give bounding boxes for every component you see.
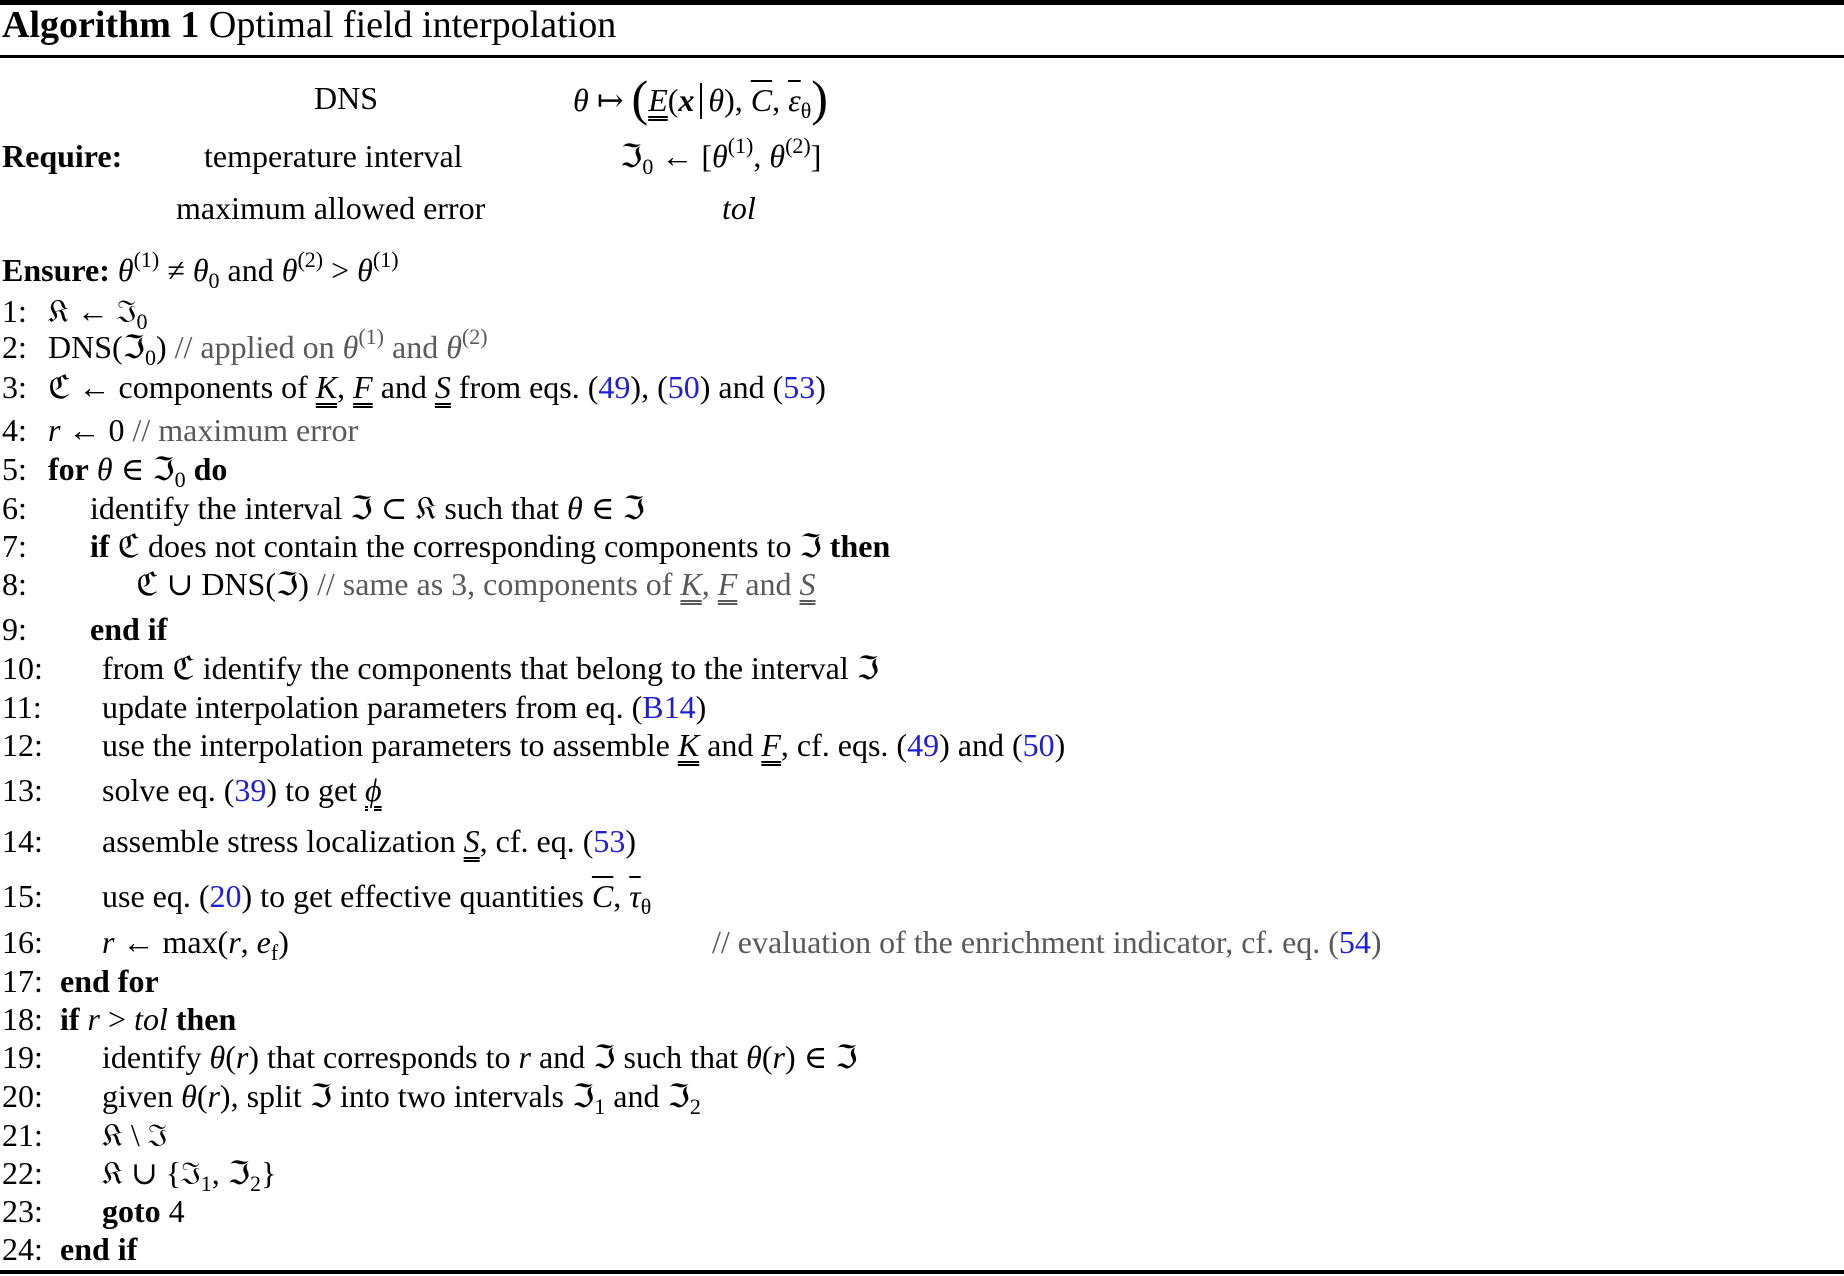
line-number-19: 19: <box>2 1039 43 1075</box>
line-number-6: 6: <box>2 490 27 526</box>
line-11: update interpolation parameters from eq. (B14) <box>102 689 707 725</box>
line-4: r ← 0 // maximum error <box>48 412 359 448</box>
eq-49-link-2[interactable]: 49 <box>907 727 940 763</box>
line-16: r ← max(r, $e_f$) <box>102 924 289 965</box>
eq-39-link[interactable]: 39 <box>234 772 267 808</box>
line-number-1: 1: <box>2 293 27 329</box>
line-number-7: 7: <box>2 528 27 564</box>
dns-mapping: θ ↦ (E(x θ), $\overline{C}$, $\overline{\varepsilon}_\theta$) <box>573 70 828 126</box>
eq-b14-link[interactable]: B14 <box>642 689 696 725</box>
line-number-5: 5: <box>2 451 27 487</box>
line-number-16: 16: <box>2 924 43 960</box>
line-16-comment: // evaluation of the enrichment indicator, cf. eq. (54) <box>712 924 1382 960</box>
eq-53-link[interactable]: 53 <box>783 369 816 405</box>
line-20: given θ(r), split ℑ into two intervals ℑ$_1$ and ℑ$_2$ <box>102 1078 701 1119</box>
line-2: DNS(ℑ$_0$) // applied on $\theta^{(1)}$ and $\theta^{(2)}$ <box>48 324 488 370</box>
eq-20-link[interactable]: 20 <box>209 878 242 914</box>
line-number-18: 18: <box>2 1001 43 1037</box>
line-number-23: 23: <box>2 1193 43 1229</box>
line-number-9: 9: <box>2 611 27 647</box>
line-1: 𝔎 ← ℑ$_0$ <box>48 293 148 334</box>
line-17: end for <box>60 963 159 999</box>
line-22: 𝔎 ∪ {ℑ$_1$, ℑ$_2$} <box>102 1155 277 1196</box>
error-label: maximum allowed error <box>176 190 486 226</box>
line-number-20: 20: <box>2 1078 43 1114</box>
line-number-14: 14: <box>2 823 43 859</box>
line-number-21: 21: <box>2 1117 43 1153</box>
line-5: for θ ∈ ℑ$_0$ do <box>48 451 228 492</box>
line-number-4: 4: <box>2 412 27 448</box>
line-24: end if <box>60 1231 138 1267</box>
line-8: ℭ ∪ DNS(ℑ) // same as 3, components of K, F and S <box>136 566 816 602</box>
line-23: goto 4 <box>102 1193 185 1229</box>
line-15: use eq. (20) to get effective quantities $\overline{C}$, $\overline{\tau}_\theta$ <box>102 878 652 919</box>
error-expr: tol <box>722 190 756 226</box>
line-7: if ℭ does not contain the corresponding components to ℑ then <box>90 528 891 564</box>
eq-53-link-2[interactable]: 53 <box>593 823 626 859</box>
eq-49-link[interactable]: 49 <box>598 369 631 405</box>
line-number-8: 8: <box>2 566 27 602</box>
algorithm-name: Optimal field interpolation <box>208 4 617 46</box>
line-number-2: 2: <box>2 329 27 365</box>
header-rule <box>0 55 1844 58</box>
eq-50-link-2[interactable]: 50 <box>1022 727 1055 763</box>
eq-50-link[interactable]: 50 <box>667 369 700 405</box>
bottom-rule <box>0 1270 1844 1274</box>
line-number-17: 17: <box>2 963 43 999</box>
line-6: identify the interval ℑ ⊂ 𝔎 such that θ ∈ ℑ <box>90 490 645 526</box>
line-number-15: 15: <box>2 878 43 914</box>
line-10: from ℭ identify the components that belong to the interval ℑ <box>102 650 880 686</box>
line-13: solve eq. (39) to get ϕ <box>102 772 382 808</box>
line-number-11: 11: <box>2 689 42 725</box>
line-14: assemble stress localization S, cf. eq. (53) <box>102 823 637 859</box>
temperature-label: temperature interval <box>204 138 463 174</box>
require-label: Require: <box>2 138 123 174</box>
line-number-12: 12: <box>2 727 43 763</box>
temperature-expr: ℑ$_0$ ← [$\theta^{(1)}$, $\theta^{(2)}$] <box>620 133 822 179</box>
algorithm-title <box>2 3 616 47</box>
algorithm-label: Algorithm 1 <box>2 4 200 46</box>
line-12: use the interpolation parameters to assemble K and F, cf. eqs. (49) and (50) <box>102 727 1066 763</box>
line-number-22: 22: <box>2 1155 43 1191</box>
line-number-13: 13: <box>2 772 43 808</box>
ensure-line: Ensure: $\theta^{(1)} \ne \theta_0$ and $\theta^{(2)} > \theta^{(1)}$ <box>2 247 399 293</box>
line-number-24: 24: <box>2 1231 43 1267</box>
line-number-3: 3: <box>2 369 27 405</box>
line-18: if r > tol then <box>60 1001 237 1037</box>
line-number-10: 10: <box>2 650 43 686</box>
line-9: end if <box>90 611 168 647</box>
dns-label: DNS <box>314 80 379 116</box>
eq-54-link[interactable]: 54 <box>1338 924 1371 960</box>
line-19: identify θ(r) that corresponds to r and ℑ such that θ(r) ∈ ℑ <box>102 1039 858 1075</box>
line-3: ℭ ← components of K, F and S from eqs. (49), (50) and (53) <box>48 369 826 405</box>
line-21: 𝔎 \ ℑ <box>102 1117 168 1153</box>
